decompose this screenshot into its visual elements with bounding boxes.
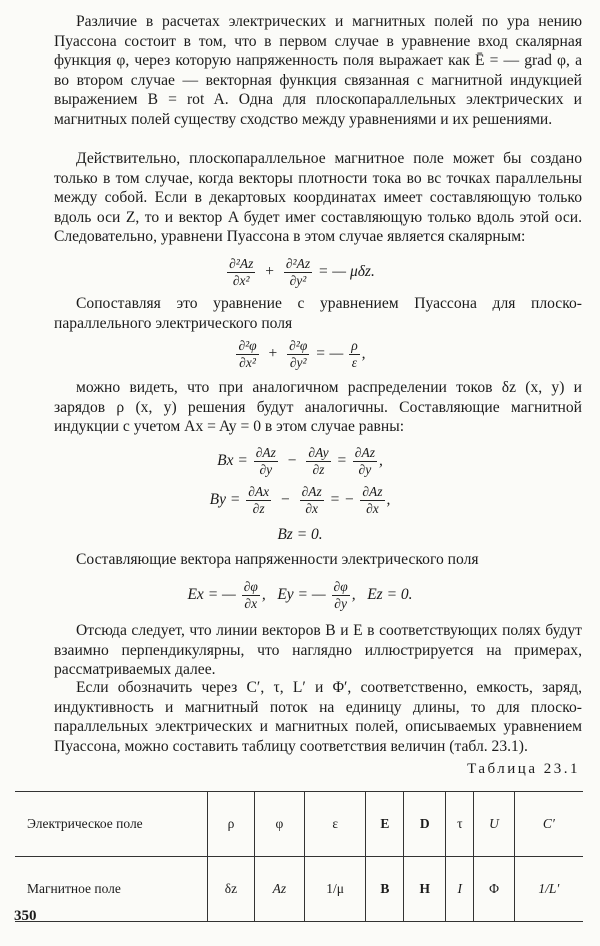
table-cell: 1/μ [304, 857, 365, 922]
table-cell: U [474, 792, 514, 857]
table-caption: Таблица 23.1 [467, 761, 580, 777]
table-cell: Az [254, 857, 304, 922]
table-cell: ρ [208, 792, 255, 857]
table-cell: Φ [474, 857, 514, 922]
paragraph-6: Отсюда следует, что линии векторов B и E в соответствующих полях будут взаимно перпендикулярны, что наглядно иллюстрируется на примерах, рассматриваемых далее. [54, 622, 582, 679]
table-cell: H [404, 857, 446, 922]
table-cell: φ [254, 792, 304, 857]
table-row [15, 792, 583, 857]
equation-bx: Bx = $\frac{\partial Az}{\partial y}$ − $\frac{\partial Ay}{\partial z}$ = $\frac{\partial Az}{\partial y}$ , [217, 445, 383, 477]
table-cell: B [366, 857, 404, 922]
correspondence-table [15, 791, 583, 922]
paragraph-3: Сопоставляя это уравнение с уравнением Пуассона для плоско-параллельного электрического поля [54, 295, 582, 332]
table-cell: D [404, 792, 446, 857]
table-cell: ε [304, 792, 365, 857]
table-cell: 1/L′ [514, 857, 583, 922]
equation-poisson-magnetic: $\frac{\text{∂²Az}}{\text{∂x²}}$ + $\frac{\text{∂²Az}}{\text{∂y²}}$ = — μδz. [229, 256, 375, 288]
table-cell: C′ [514, 792, 583, 857]
paragraph-7: Если обозначить через C′, τ, L′ и Φ′, соответственно, емкость, заряд, индуктивность и магнитный поток на единицу длины, то для плоско-параллельных электрических и магнитных полей, описываемых уравнением Пуассона, можно составить таблицу соответствия величин (табл. 23.1). [54, 679, 582, 755]
equation-e-components: Ex = — $\frac{\partial\varphi}{\partial x}$ , Ey = — $\frac{\partial\varphi}{\partial y}$ , Ez = 0. [187, 579, 413, 611]
equation-by: By = $\frac{\partial Ax}{\partial z}$ − $\frac{\partial Az}{\partial x}$ = − $\frac{\partial Az}{\partial x}$ , [209, 484, 391, 516]
table-cell: τ [446, 792, 474, 857]
paragraph-2: Действительно, плоскопараллельное магнитное поле может бы создано только в том случае, когда векторы плотности тока во вс точках параллельны между собой. Если в декартовых координатах имеет составляющую только вдоль оси Z, то и вектор A будет имеr составляющую только вдоль этой оси. Следовательно, уравнени Пуассона в этом случае является скалярным: [54, 150, 582, 246]
row-label-magnetic: Магнитное поле [15, 857, 208, 922]
paragraph-4: можно видеть, что при аналогичном распределении токов δz (x, y) и зарядов ρ (x, y) решения будут аналогичны. Составляющие магнитной индукции с учетом Ax = Ay = 0 в этом случае равны: [54, 379, 582, 436]
table-row [15, 857, 583, 922]
table-cell: I [446, 857, 474, 922]
table-cell: E [366, 792, 404, 857]
page-number: 350 [14, 908, 37, 924]
equation-poisson-electric: $\frac{\text{∂²φ}}{\text{∂x²}}$ + $\frac{\text{∂²φ}}{\text{∂y²}}$ = — $\frac{\rho}{\varepsilon}$ , [238, 338, 366, 370]
table-cell: δz [208, 857, 255, 922]
equation-bz: Bz = 0. [277, 526, 323, 543]
row-label-electric: Электрическое поле [15, 792, 208, 857]
paragraph-1: Различие в расчетах электрических и магнитных полей по ура нению Пуассона состоит в том, что в первом случае в уравнение вход скалярная функция φ, через которую напряженность поля выражает как Ē = — grad φ, а во втором случае — векторная функция связанная с магнитной индукцией выражением B = rot A. Одна для плоскопараллельных электрических и магнитных полей существу сходство между уравнениями и их решениями. [54, 13, 582, 128]
paragraph-5: Составляющие вектора напряженности электрического поля [76, 551, 479, 568]
